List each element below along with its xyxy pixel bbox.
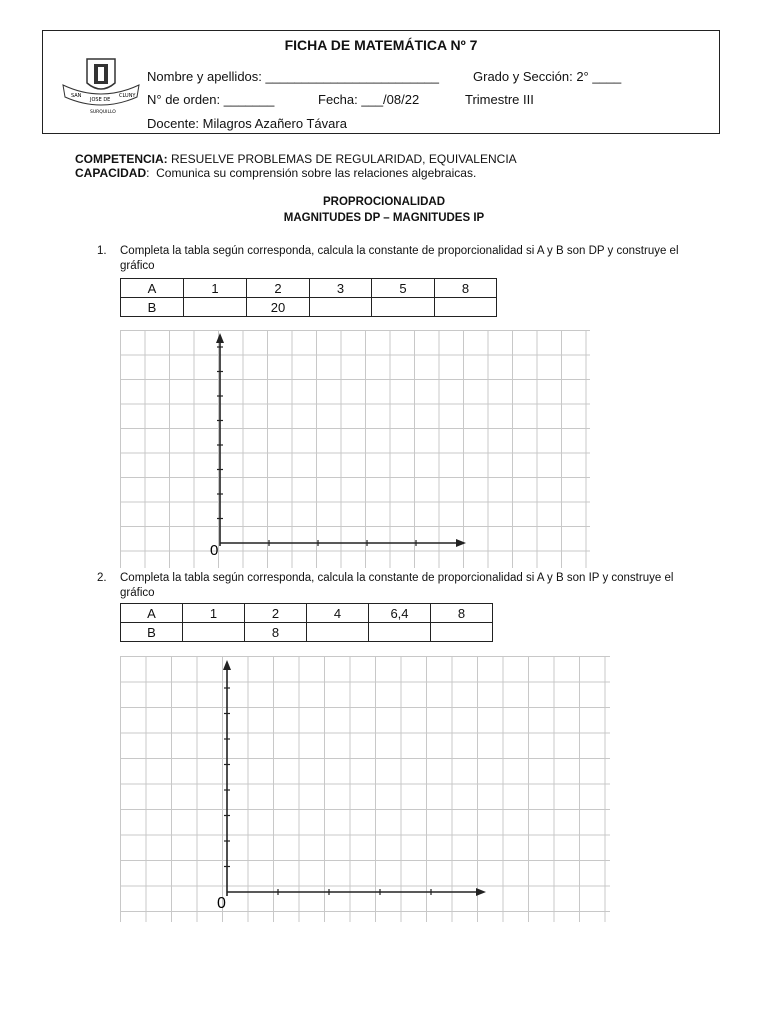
date-field-label: Fecha: ___/08/22 bbox=[318, 92, 420, 107]
origin-label: 0 bbox=[217, 895, 226, 912]
capacidad-label: CAPACIDAD bbox=[75, 166, 147, 180]
exercise-instruction: Completa la tabla según corresponda, calcula la constante de proporcionalidad si A y B son IP y construye el gráfico bbox=[120, 572, 674, 599]
logo-text-mid: JOSE DE bbox=[90, 97, 111, 103]
exercise-1 bbox=[97, 244, 687, 276]
section-title: PROPROCIONALIDAD bbox=[322, 196, 446, 208]
exercise-2-graph-grid bbox=[120, 656, 610, 922]
table-cell: B bbox=[121, 623, 183, 642]
competencia-label: COMPETENCIA: bbox=[75, 152, 168, 166]
section-subtitle: MAGNITUDES DP – MAGNITUDES IP bbox=[283, 212, 485, 224]
table-cell bbox=[372, 298, 435, 317]
name-field-label: Nombre y apellidos: ________________________ bbox=[147, 69, 440, 84]
header-box bbox=[42, 30, 720, 134]
table-cell: 6,4 bbox=[369, 604, 431, 623]
sheet-title: FICHA DE MATEMÁTICA Nº 7 bbox=[284, 37, 478, 53]
table-cell bbox=[310, 298, 372, 317]
table-cell: 8 bbox=[435, 279, 497, 298]
table-cell: 20 bbox=[247, 298, 310, 317]
table-cell bbox=[369, 623, 431, 642]
table-cell: 8 bbox=[245, 623, 307, 642]
table-cell bbox=[431, 623, 493, 642]
exercise-1-graph-grid bbox=[120, 330, 590, 568]
exercise-1-table bbox=[120, 278, 497, 317]
table-cell: 1 bbox=[183, 604, 245, 623]
table-cell: A bbox=[121, 604, 183, 623]
table-cell bbox=[184, 298, 247, 317]
exercise-2-table bbox=[120, 603, 493, 642]
term-label: Trimestre III bbox=[465, 92, 534, 107]
logo-text-left: SAN bbox=[71, 93, 82, 99]
x-axis-arrow-icon bbox=[476, 888, 486, 896]
teacher-label: Docente: Milagros Azañero Távara bbox=[147, 116, 347, 131]
table-cell: 8 bbox=[431, 604, 493, 623]
capacidad-line bbox=[75, 166, 476, 180]
y-axis-arrow-icon bbox=[216, 333, 224, 343]
x-axis-arrow-icon bbox=[456, 539, 466, 547]
table-cell: 5 bbox=[372, 279, 435, 298]
table-cell: 2 bbox=[245, 604, 307, 623]
exercise-number: 1. bbox=[97, 245, 107, 257]
exercise-instruction: Completa la tabla según corresponda, calcula la constante de proporcionalidad si A y B son DP y construye el gráfico bbox=[120, 245, 679, 272]
school-logo bbox=[57, 55, 145, 117]
table-cell: 1 bbox=[184, 279, 247, 298]
logo-text-right: CLUNY bbox=[119, 93, 136, 99]
table-cell bbox=[435, 298, 497, 317]
table-cell: 4 bbox=[307, 604, 369, 623]
table-cell bbox=[307, 623, 369, 642]
capacidad-text: : Comunica su comprensión sobre las relaciones algebraicas. bbox=[146, 166, 477, 180]
competencia-text: RESUELVE PROBLEMAS DE REGULARIDAD, EQUIVALENCIA bbox=[167, 152, 517, 166]
logo-text-bottom: SURQUILLO bbox=[90, 110, 116, 115]
table-row-b bbox=[121, 298, 497, 317]
origin-label: 0 bbox=[210, 542, 219, 559]
grade-field-label: Grado y Sección: 2° ____ bbox=[473, 69, 622, 84]
y-axis-arrow-icon bbox=[223, 660, 231, 670]
order-field-label: N° de orden: _______ bbox=[147, 92, 275, 107]
table-cell: 2 bbox=[247, 279, 310, 298]
table-cell: 3 bbox=[310, 279, 372, 298]
table-row-a bbox=[121, 279, 497, 298]
competencia-line bbox=[75, 152, 517, 166]
table-cell: B bbox=[121, 298, 184, 317]
table-cell bbox=[183, 623, 245, 642]
table-row-b bbox=[121, 623, 493, 642]
table-cell: A bbox=[121, 279, 184, 298]
exercise-2 bbox=[97, 571, 687, 603]
table-row-a bbox=[121, 604, 493, 623]
exercise-number: 2. bbox=[97, 572, 107, 584]
